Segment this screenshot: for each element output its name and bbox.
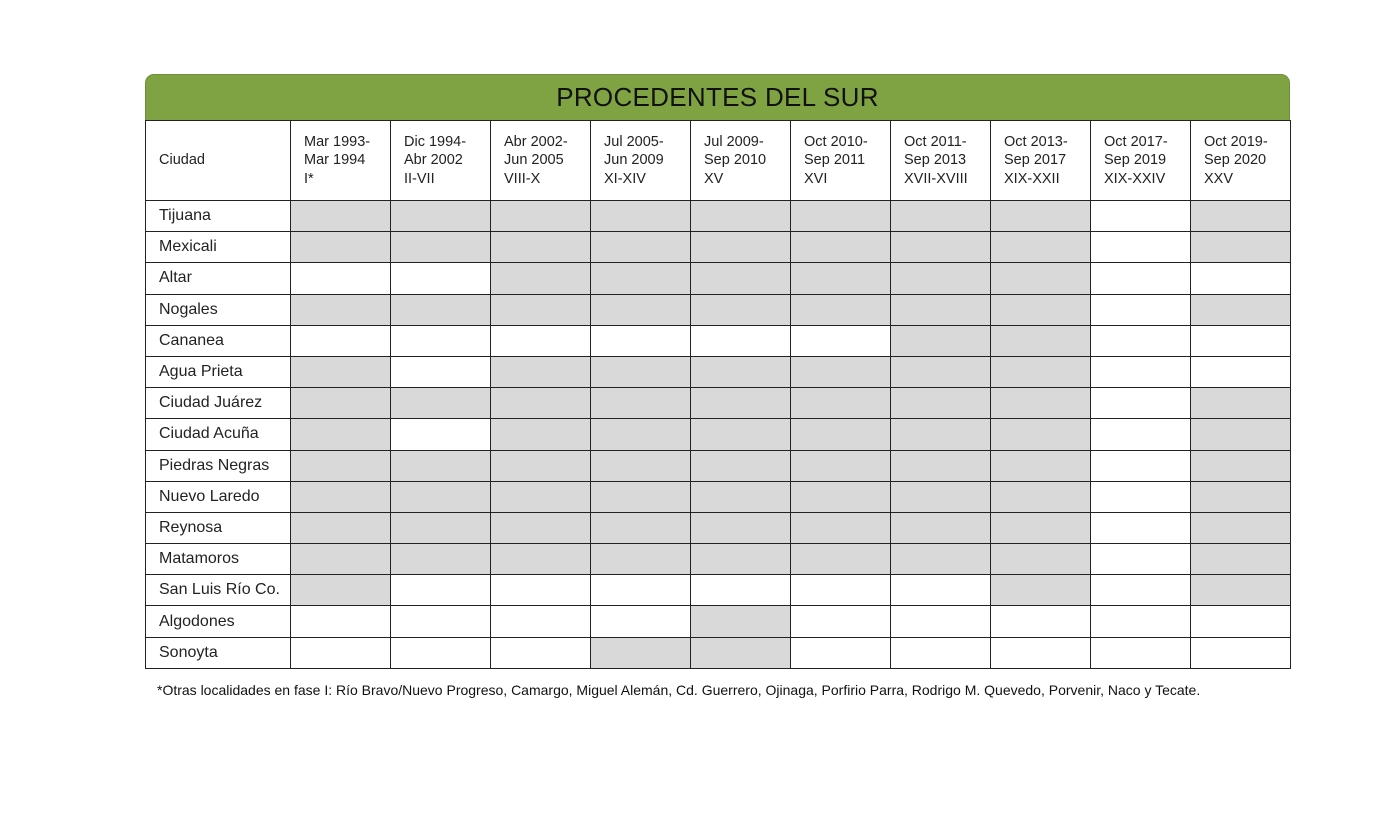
coverage-cell-empty [391, 419, 491, 450]
city-name-cell: Reynosa [146, 512, 291, 543]
coverage-cell-covered [691, 388, 791, 419]
coverage-cell-covered [991, 450, 1091, 481]
coverage-cell-empty [491, 606, 591, 637]
period-header-line: Jun 2005 [504, 152, 564, 169]
period-header-line: Sep 2013 [904, 152, 967, 169]
city-name-cell: Matamoros [146, 544, 291, 575]
coverage-cell-covered [1191, 450, 1291, 481]
coverage-cell-empty [791, 637, 891, 668]
coverage-cell-covered [891, 356, 991, 387]
coverage-cell-covered [591, 637, 691, 668]
coverage-cell-covered [691, 201, 791, 232]
period-column-header [391, 121, 491, 201]
coverage-cell-covered [791, 419, 891, 450]
city-name-cell: San Luis Río Co. [146, 575, 291, 606]
coverage-cell-covered [491, 263, 591, 294]
coverage-cell-empty [991, 606, 1091, 637]
coverage-cell-empty [1091, 419, 1191, 450]
period-header-line: Oct 2011- [904, 133, 967, 150]
period-header-line: XVII-XVIII [904, 170, 968, 187]
coverage-cell-covered [291, 544, 391, 575]
coverage-cell-covered [391, 512, 491, 543]
coverage-cell-covered [291, 419, 391, 450]
coverage-cell-empty [1091, 294, 1191, 325]
coverage-cell-covered [591, 201, 691, 232]
period-header-line: Sep 2011 [804, 152, 866, 169]
table-row [146, 637, 1291, 668]
coverage-cell-empty [391, 575, 491, 606]
coverage-cell-empty [1091, 544, 1191, 575]
coverage-cell-empty [591, 325, 691, 356]
coverage-cell-covered [591, 356, 691, 387]
period-column-header [991, 121, 1091, 201]
coverage-cell-covered [791, 450, 891, 481]
coverage-cell-covered [891, 263, 991, 294]
coverage-cell-empty [391, 356, 491, 387]
coverage-cell-empty [391, 637, 491, 668]
coverage-cell-empty [291, 325, 391, 356]
period-column-header [291, 121, 391, 201]
coverage-cell-covered [591, 263, 691, 294]
period-column-header [891, 121, 991, 201]
table-row [146, 356, 1291, 387]
coverage-cell-covered [791, 263, 891, 294]
coverage-cell-covered [391, 544, 491, 575]
coverage-cell-covered [991, 263, 1091, 294]
coverage-cell-covered [691, 544, 791, 575]
city-name-cell: Nuevo Laredo [146, 481, 291, 512]
coverage-cell-covered [291, 356, 391, 387]
period-header-line: Sep 2017 [1004, 152, 1067, 169]
period-header-line: XI-XIV [604, 170, 646, 187]
city-name-cell: Piedras Negras [146, 450, 291, 481]
coverage-cell-empty [391, 263, 491, 294]
coverage-cell-covered [891, 450, 991, 481]
period-header-line: VIII-X [504, 170, 541, 187]
coverage-cell-covered [991, 232, 1091, 263]
coverage-cell-empty [291, 637, 391, 668]
coverage-cell-covered [691, 637, 791, 668]
coverage-cell-covered [791, 232, 891, 263]
coverage-cell-covered [691, 232, 791, 263]
table-row [146, 294, 1291, 325]
coverage-cell-empty [1091, 325, 1191, 356]
coverage-cell-empty [891, 606, 991, 637]
coverage-cell-empty [1091, 637, 1191, 668]
coverage-cell-covered [891, 388, 991, 419]
period-header-line: Oct 2019- [1204, 133, 1268, 150]
coverage-cell-covered [591, 294, 691, 325]
table-row [146, 388, 1291, 419]
coverage-cell-covered [691, 606, 791, 637]
coverage-cell-empty [491, 325, 591, 356]
table-row [146, 512, 1291, 543]
coverage-cell-empty [1091, 263, 1191, 294]
city-column-header: Ciudad [146, 121, 291, 201]
period-header-line: Oct 2010- [804, 133, 868, 150]
coverage-cell-empty [491, 637, 591, 668]
coverage-cell-covered [891, 232, 991, 263]
coverage-cell-empty [1191, 606, 1291, 637]
table-row [146, 544, 1291, 575]
coverage-cell-covered [491, 419, 591, 450]
table-title-bar [145, 74, 1290, 120]
coverage-cell-covered [1191, 388, 1291, 419]
table-row [146, 263, 1291, 294]
coverage-cell-covered [591, 232, 691, 263]
coverage-cell-empty [591, 606, 691, 637]
coverage-cell-covered [391, 450, 491, 481]
coverage-cell-covered [791, 356, 891, 387]
coverage-cell-covered [491, 388, 591, 419]
period-header-line: Sep 2019 [1104, 152, 1167, 169]
table-row [146, 201, 1291, 232]
coverage-cell-covered [691, 450, 791, 481]
period-column-header [491, 121, 591, 201]
period-header-line: Jun 2009 [604, 152, 664, 169]
coverage-cell-covered [791, 544, 891, 575]
coverage-cell-covered [491, 232, 591, 263]
period-header-line: Jul 2005- [604, 133, 664, 150]
coverage-cell-empty [791, 606, 891, 637]
city-name-cell: Ciudad Acuña [146, 419, 291, 450]
coverage-cell-covered [1191, 201, 1291, 232]
coverage-cell-covered [891, 419, 991, 450]
coverage-cell-covered [591, 544, 691, 575]
period-header-line: Abr 2002 [404, 152, 463, 169]
coverage-cell-covered [491, 512, 591, 543]
period-header-line: II-VII [404, 170, 435, 187]
table-row [146, 450, 1291, 481]
coverage-cell-empty [291, 606, 391, 637]
coverage-cell-covered [291, 232, 391, 263]
coverage-cell-covered [391, 294, 491, 325]
coverage-cell-covered [891, 294, 991, 325]
city-name-cell: Algodones [146, 606, 291, 637]
table-row [146, 325, 1291, 356]
coverage-cell-covered [691, 263, 791, 294]
coverage-cell-covered [291, 512, 391, 543]
period-header-line: Dic 1994- [404, 133, 467, 150]
table-body [146, 201, 1291, 669]
coverage-cell-covered [291, 481, 391, 512]
coverage-cell-covered [991, 294, 1091, 325]
period-column-header [1091, 121, 1191, 201]
coverage-cell-covered [491, 544, 591, 575]
coverage-cell-covered [791, 388, 891, 419]
coverage-cell-covered [991, 481, 1091, 512]
city-name-cell: Sonoyta [146, 637, 291, 668]
coverage-cell-covered [891, 544, 991, 575]
coverage-cell-covered [391, 232, 491, 263]
coverage-cell-empty [1191, 325, 1291, 356]
city-name-cell: Mexicali [146, 232, 291, 263]
period-header-line: Sep 2020 [1204, 152, 1267, 169]
table-row [146, 232, 1291, 263]
period-header-line: Oct 2013- [1004, 133, 1068, 150]
coverage-cell-covered [491, 356, 591, 387]
period-header-line: Jul 2009- [704, 133, 764, 150]
coverage-cell-covered [691, 512, 791, 543]
coverage-cell-covered [991, 419, 1091, 450]
coverage-cell-covered [1191, 232, 1291, 263]
coverage-cell-covered [491, 201, 591, 232]
coverage-cell-covered [791, 512, 891, 543]
table-row [146, 419, 1291, 450]
coverage-cell-empty [1191, 637, 1291, 668]
coverage-cell-covered [891, 325, 991, 356]
coverage-cell-covered [691, 356, 791, 387]
table-row [146, 575, 1291, 606]
coverage-cell-covered [1191, 481, 1291, 512]
coverage-cell-empty [391, 606, 491, 637]
coverage-cell-covered [791, 294, 891, 325]
coverage-cell-covered [791, 201, 891, 232]
coverage-cell-empty [991, 637, 1091, 668]
coverage-cell-covered [591, 512, 691, 543]
coverage-cell-covered [591, 450, 691, 481]
coverage-cell-empty [791, 575, 891, 606]
coverage-cell-covered [391, 481, 491, 512]
coverage-cell-empty [891, 637, 991, 668]
coverage-cell-empty [1091, 388, 1191, 419]
coverage-cell-empty [1191, 263, 1291, 294]
footnote: *Otras localidades en fase I: Río Bravo/Nuevo Progreso, Camargo, Miguel Alemán, Cd. Guerrero, Ojinaga, Porfirio Parra, Rodrigo M. Quevedo, Porvenir, Naco y Tecate. [157, 682, 1201, 698]
coverage-cell-covered [291, 294, 391, 325]
period-column-header [691, 121, 791, 201]
coverage-cell-covered [1191, 294, 1291, 325]
coverage-cell-empty [1091, 512, 1191, 543]
coverage-cell-covered [291, 388, 391, 419]
period-header-line: XIX-XXIV [1104, 170, 1166, 187]
period-header-line: Oct 2017- [1104, 133, 1168, 150]
period-header-line: Sep 2010 [704, 152, 767, 169]
coverage-cell-covered [1191, 544, 1291, 575]
coverage-table [145, 120, 1291, 669]
coverage-cell-covered [991, 325, 1091, 356]
coverage-cell-empty [891, 575, 991, 606]
coverage-cell-covered [991, 544, 1091, 575]
city-name-cell: Ciudad Juárez [146, 388, 291, 419]
city-name-cell: Tijuana [146, 201, 291, 232]
coverage-cell-empty [1091, 606, 1191, 637]
coverage-cell-covered [691, 481, 791, 512]
coverage-cell-covered [491, 481, 591, 512]
period-header-line: I* [304, 170, 314, 187]
coverage-cell-empty [391, 325, 491, 356]
period-header-line: XVI [804, 170, 828, 187]
coverage-cell-covered [991, 356, 1091, 387]
coverage-cell-empty [1091, 201, 1191, 232]
period-header-line: XIX-XXII [1004, 170, 1060, 187]
period-header-line: Abr 2002- [504, 133, 568, 150]
coverage-cell-covered [1191, 419, 1291, 450]
coverage-cell-covered [991, 201, 1091, 232]
coverage-cell-empty [791, 325, 891, 356]
coverage-cell-covered [991, 575, 1091, 606]
period-header-line: XV [704, 170, 724, 187]
period-column-header [1191, 121, 1291, 201]
coverage-cell-covered [1191, 512, 1291, 543]
coverage-cell-covered [491, 294, 591, 325]
coverage-cell-covered [891, 481, 991, 512]
period-header-line: XXV [1204, 170, 1234, 187]
coverage-cell-empty [691, 575, 791, 606]
coverage-cell-empty [1091, 232, 1191, 263]
period-column-header [791, 121, 891, 201]
coverage-cell-covered [991, 512, 1091, 543]
coverage-cell-empty [1091, 481, 1191, 512]
coverage-cell-empty [1091, 450, 1191, 481]
coverage-cell-empty [691, 325, 791, 356]
coverage-cell-covered [491, 450, 591, 481]
header-row [146, 121, 1291, 201]
period-header-line: Mar 1994 [304, 152, 366, 169]
coverage-cell-covered [591, 419, 691, 450]
coverage-cell-covered [991, 388, 1091, 419]
period-column-header [591, 121, 691, 201]
coverage-cell-covered [291, 575, 391, 606]
coverage-cell-covered [391, 201, 491, 232]
period-header-line: Mar 1993- [304, 133, 371, 150]
coverage-cell-covered [291, 450, 391, 481]
table-row [146, 481, 1291, 512]
table-row [146, 606, 1291, 637]
coverage-cell-covered [891, 512, 991, 543]
table-title: PROCEDENTES DEL SUR [556, 82, 879, 112]
coverage-cell-empty [491, 575, 591, 606]
coverage-cell-empty [291, 263, 391, 294]
coverage-cell-covered [691, 294, 791, 325]
coverage-cell-covered [291, 201, 391, 232]
coverage-cell-empty [591, 575, 691, 606]
city-name-cell: Nogales [146, 294, 291, 325]
coverage-cell-covered [591, 481, 691, 512]
coverage-cell-covered [391, 388, 491, 419]
coverage-cell-empty [1091, 356, 1191, 387]
city-name-cell: Altar [146, 263, 291, 294]
coverage-cell-covered [791, 481, 891, 512]
coverage-cell-covered [891, 201, 991, 232]
city-name-cell: Agua Prieta [146, 356, 291, 387]
coverage-cell-covered [1191, 575, 1291, 606]
city-name-cell: Cananea [146, 325, 291, 356]
coverage-table-panel [145, 74, 1290, 669]
coverage-cell-covered [591, 388, 691, 419]
coverage-cell-empty [1191, 356, 1291, 387]
coverage-cell-empty [1091, 575, 1191, 606]
coverage-cell-covered [691, 419, 791, 450]
